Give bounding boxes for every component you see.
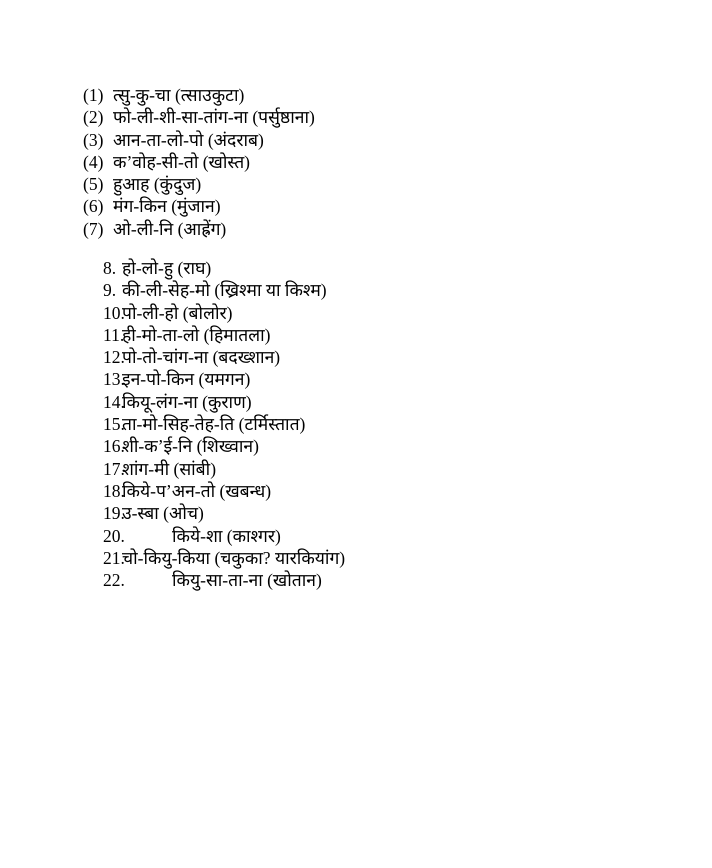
item-number: 19. (103, 503, 125, 524)
item-number: 16. (103, 436, 125, 457)
item-number: (2) (83, 107, 104, 128)
item-text: ता-मो-सिह-तेह-ति (टर्मिस्तात) (122, 414, 306, 435)
item-number: 13. (103, 369, 125, 390)
list-item (83, 173, 315, 195)
item-number: 22. (103, 570, 125, 591)
list-item (83, 151, 315, 173)
item-text: क’वोह-सी-तो (खोस्त) (113, 151, 251, 172)
item-number: (1) (83, 85, 104, 105)
item-text: किये-शा (काश्गर) (172, 525, 281, 546)
item-number: 21. (103, 547, 125, 568)
item-text: की-ली-सेह-मो (ख्रिश्मा या किश्म) (122, 280, 327, 301)
list-item (83, 195, 315, 217)
list-item (103, 257, 345, 279)
item-number: (6) (83, 196, 104, 217)
item-number: 18. (103, 480, 125, 501)
item-text: हो-लो-हु (राघ) (122, 258, 212, 278)
list-block-numbered (103, 257, 345, 591)
item-text: उ-स्बा (ओच) (122, 503, 204, 524)
item-number: 17. (103, 458, 125, 479)
item-number: 11. (103, 324, 125, 345)
item-number: (7) (83, 218, 104, 239)
item-number: (4) (83, 151, 104, 172)
item-number: 9. (103, 280, 117, 301)
item-number: 14. (103, 391, 125, 412)
list-item (83, 84, 315, 106)
list-item (103, 547, 345, 569)
list-block-parenthesized (83, 84, 315, 240)
item-text: शी-क’ई-नि (शिख्वान) (122, 436, 259, 457)
item-text: कियू-लंग-ना (कुराण) (122, 391, 252, 412)
list-item (103, 346, 345, 368)
list-item (103, 525, 345, 547)
item-number: 15. (103, 414, 125, 435)
item-text: पो-ली-हो (बोलोर) (122, 302, 233, 323)
list-item (103, 324, 345, 346)
list-item (83, 106, 315, 128)
list-item (103, 368, 345, 390)
list-item (103, 569, 345, 591)
item-number: 20. (103, 525, 125, 546)
list-item (103, 302, 345, 324)
item-number: 12. (103, 347, 125, 368)
item-text: मंग-किन (मुंजान) (113, 196, 221, 217)
item-text: कियु-सा-ता-ना (खोतान) (172, 570, 322, 591)
list-item (83, 218, 315, 240)
item-text: ही-मो-ता-लो (हिमातला) (122, 324, 271, 345)
item-number: 8. (103, 258, 117, 278)
list-item (103, 502, 345, 524)
item-number: (3) (83, 129, 104, 150)
item-text: ओ-ली-नि (आह्रेंग) (113, 218, 227, 239)
item-text: चो-कियु-किया (चकुका? यारकियांग) (122, 547, 346, 568)
item-number: 10. (103, 302, 125, 323)
item-text: आन-ता-लो-पो (अंदराब) (113, 129, 264, 150)
item-text: इन-पो-किन (यमगन) (122, 369, 251, 390)
item-text: किये-प’अन-तो (खबन्ध) (122, 480, 272, 501)
list-item (103, 458, 345, 480)
item-text: पो-तो-चांग-ना (बदख्शान) (122, 347, 281, 368)
item-text: फो-ली-शी-सा-तांग-ना (पर्सुष्ठाना) (113, 107, 315, 128)
list-item (103, 480, 345, 502)
list-item (103, 435, 345, 457)
list-item (103, 413, 345, 435)
item-text: शांग-मी (सांबी) (122, 458, 217, 479)
item-number: (5) (83, 174, 104, 195)
list-item (103, 391, 345, 413)
item-text: त्सु-कु-चा (त्साउकुटा) (113, 85, 245, 105)
list-item (103, 279, 345, 301)
item-text: हुआह (कुंदुज) (113, 174, 202, 195)
list-item (83, 129, 315, 151)
